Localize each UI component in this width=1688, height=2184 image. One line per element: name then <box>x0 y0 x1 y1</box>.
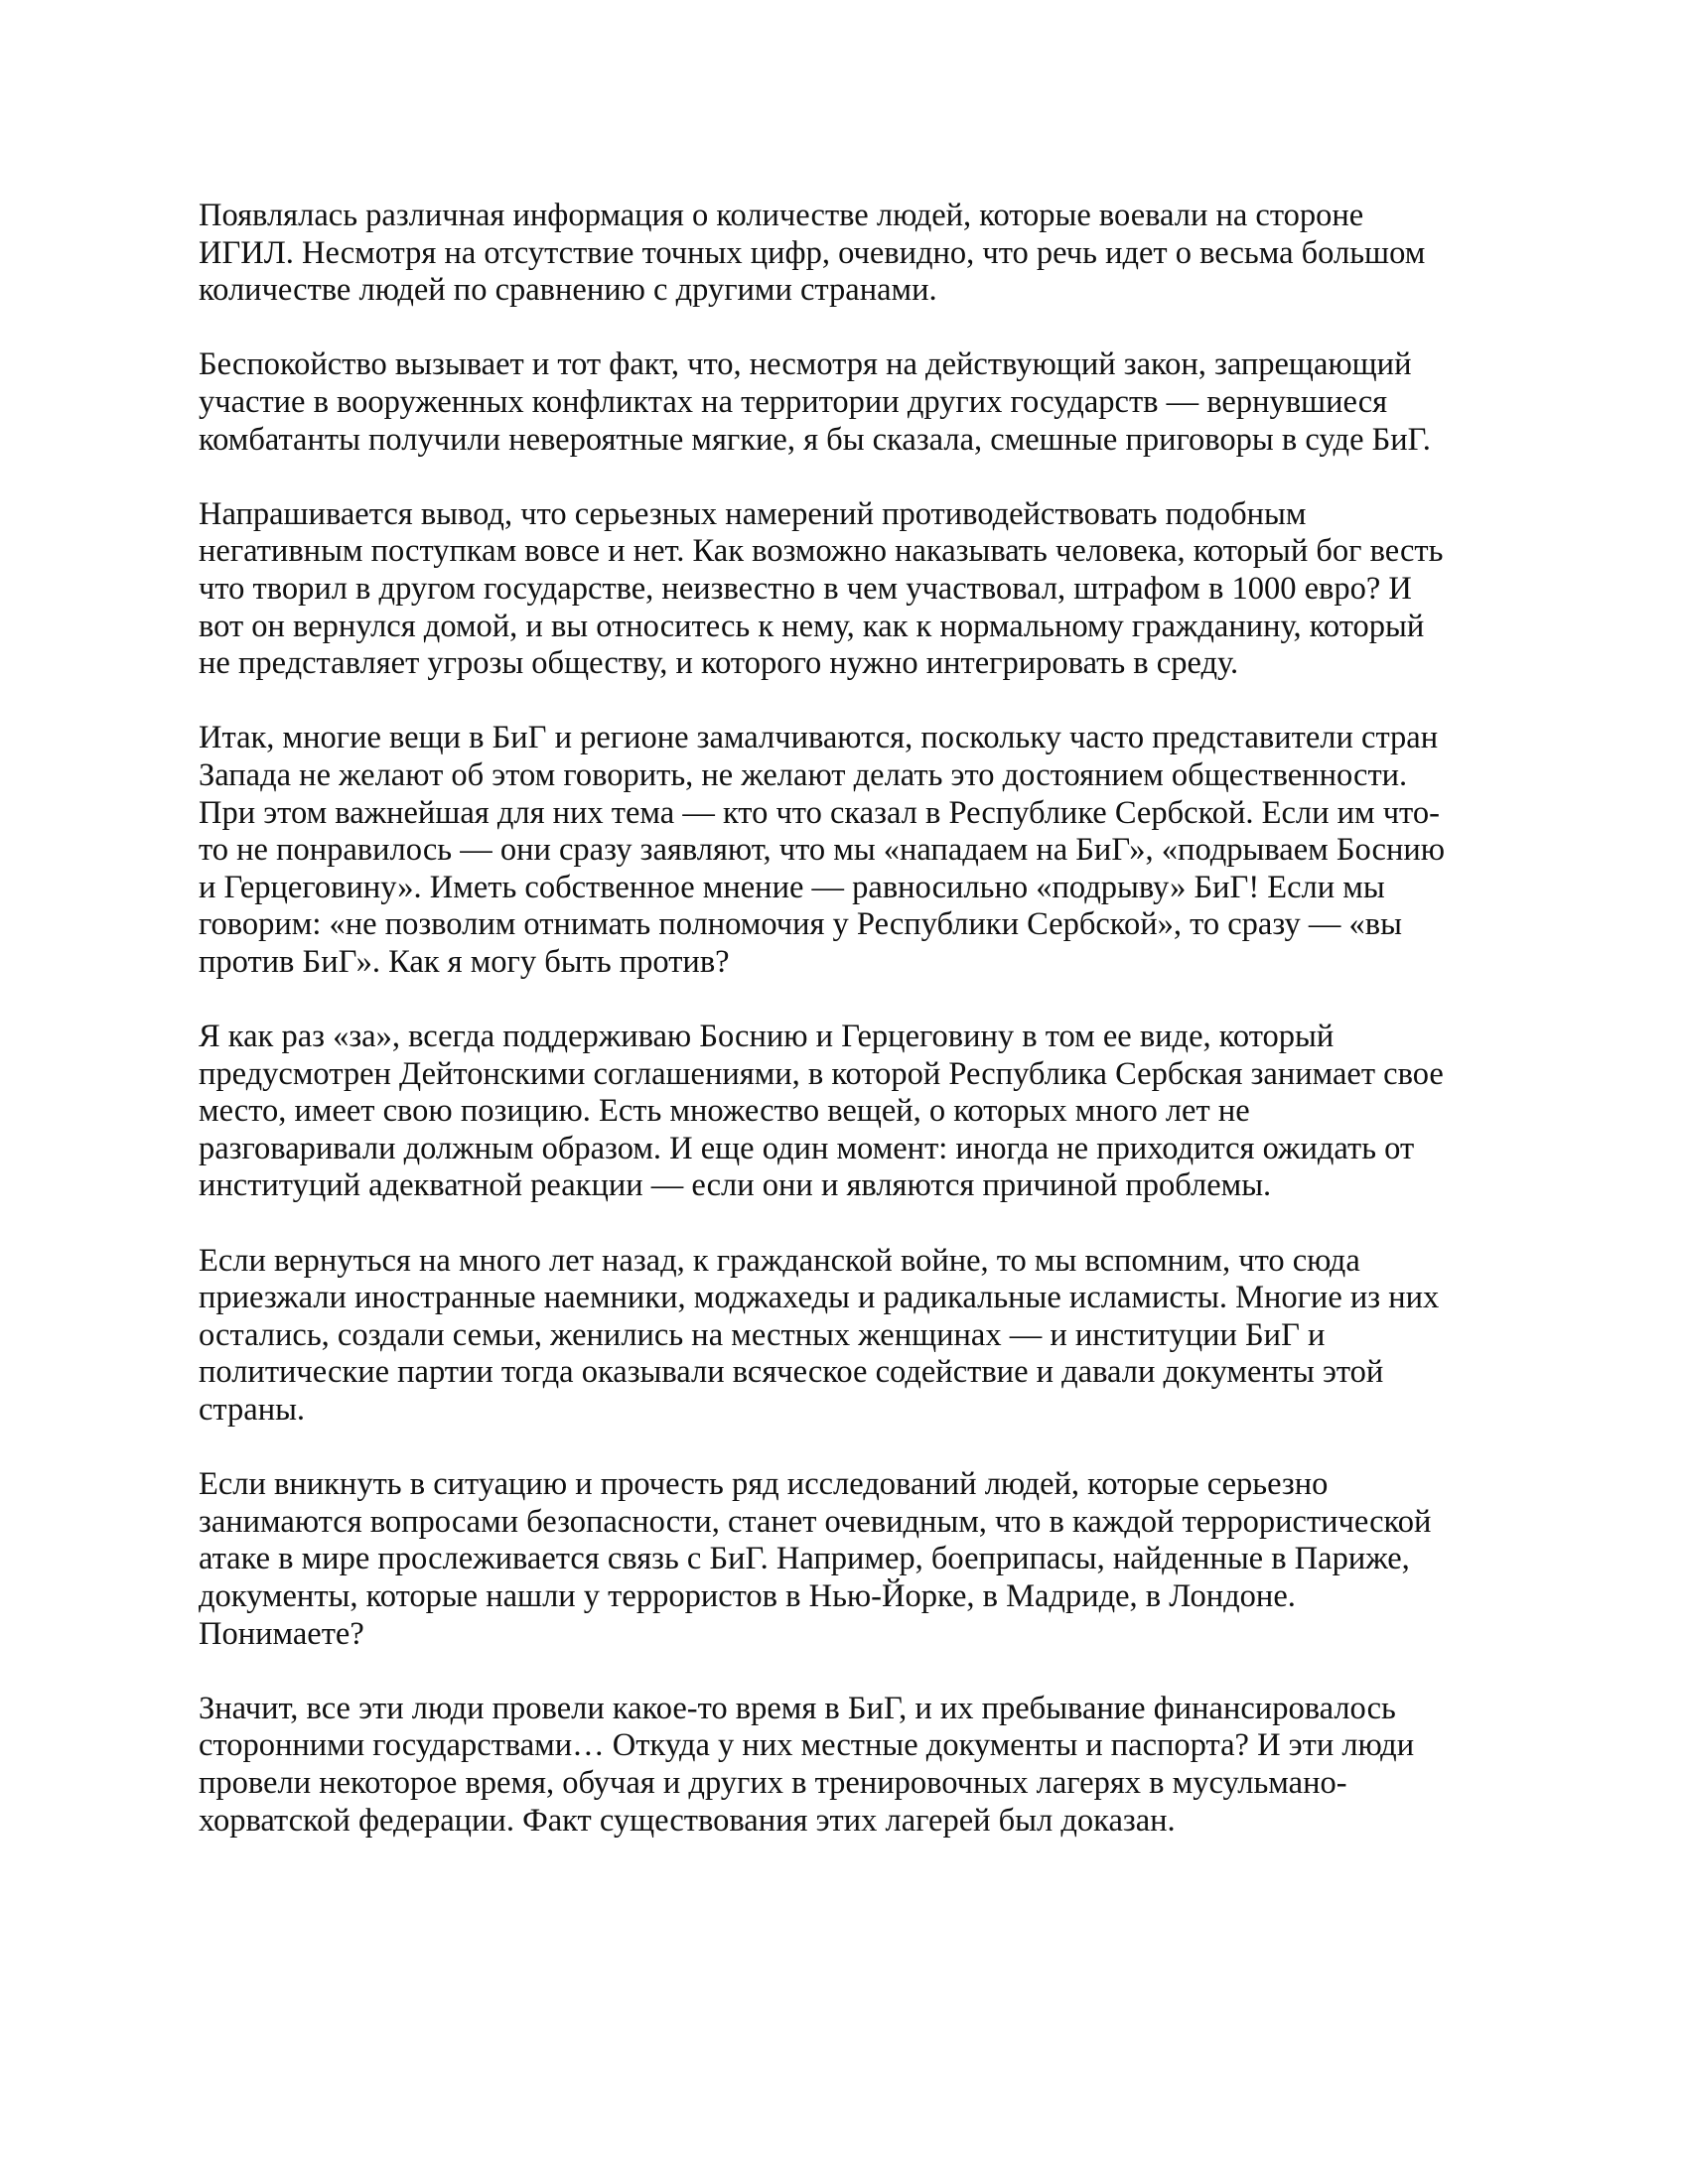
paragraph <box>199 1466 1489 1653</box>
text-line: Беспокойство вызывает и тот факт, что, несмотря на действующий закон, запрещающий <box>199 346 1412 383</box>
text-line: Я как раз «за», всегда поддерживаю Боснию и Герцеговину в том ее виде, который <box>199 1019 1335 1055</box>
text-line: негативным поступкам вовсе и нет. Как возможно наказывать человека, который бог весть <box>199 533 1444 570</box>
text-line: что творил в другом государстве, неизвестно в чем участвовал, штрафом в 1000 евро? И <box>199 570 1412 607</box>
text-line: предусмотрен Дейтонскими соглашениями, в которой Республика Сербская занимает свое <box>199 1055 1444 1092</box>
text-line: говорим: «не позволим отнимать полномочия у Республики Сербской», то сразу — «вы <box>199 906 1402 943</box>
paragraph <box>199 720 1489 981</box>
text-line: провели некоторое время, обучая и других в тренировочных лагерях в мусульмано- <box>199 1764 1347 1801</box>
text-line: Понимаете? <box>199 1615 364 1652</box>
text-line: сторонними государствами… Откуда у них местные документы и паспорта? И эти люди <box>199 1727 1415 1764</box>
text-line: участие в вооруженных конфликтах на территории других государств — вернувшиеся <box>199 383 1388 420</box>
text-line: ИГИЛ. Несмотря на отсутствие точных цифр, очевидно, что речь идет о весьма большом <box>199 234 1426 271</box>
text-line: комбатанты получили невероятные мягкие, я бы сказала, смешные приговоры в суде БиГ. <box>199 421 1431 458</box>
document-body <box>199 198 1489 1877</box>
text-line: институций адекватной реакции — если они и являются причиной проблемы. <box>199 1167 1272 1204</box>
text-line: разговаривали должным образом. И еще один момент: иногда не приходится ожидать от <box>199 1130 1415 1166</box>
text-line: Итак, многие вещи в БиГ и регионе замалчиваются, поскольку часто представители стран <box>199 720 1439 756</box>
paragraph <box>199 1691 1489 1840</box>
paragraph <box>199 346 1489 459</box>
text-line: Напрашивается вывод, что серьезных намерений противодействовать подобным <box>199 495 1307 532</box>
text-line: страны. <box>199 1392 306 1428</box>
text-line: не представляет угрозы обществу, и которого нужно интегрировать в среду. <box>199 645 1239 682</box>
paragraph <box>199 1019 1489 1205</box>
text-line: остались, создали семьи, женились на местных женщинах — и институции БиГ и <box>199 1316 1326 1353</box>
text-line: Запада не желают об этом говорить, не желают делать это достоянием общественности. <box>199 756 1408 793</box>
text-line: против БиГ». Как я могу быть против? <box>199 943 730 980</box>
text-line: Появлялась различная информация о количестве людей, которые воевали на стороне <box>199 198 1364 233</box>
text-line: Если вернуться на много лет назад, к гражданской войне, то мы вспомним, что сюда <box>199 1242 1360 1279</box>
text-line: хорватской федерации. Факт существования этих лагерей был доказан. <box>199 1802 1176 1839</box>
paragraph <box>199 1243 1489 1430</box>
text-line: количестве людей по сравнению с другими странами. <box>199 272 937 309</box>
text-line: Значит, все эти люди провели какое-то время в БиГ, и их пребывание финансировалось <box>199 1690 1396 1726</box>
paragraph <box>199 496 1489 683</box>
text-line: занимаются вопросами безопасности, станет очевидным, что в каждой террористической <box>199 1503 1432 1540</box>
text-line: документы, которые нашли у террористов в Нью-Йорке, в Мадриде, в Лондоне. <box>199 1577 1296 1614</box>
text-line: При этом важнейшая для них тема — кто что сказал в Республике Сербской. Если им что- <box>199 794 1440 831</box>
text-line: вот он вернулся домой, и вы относитесь к нему, как к нормальному гражданину, который <box>199 608 1425 644</box>
text-line: место, имеет свою позицию. Есть множество вещей, о которых много лет не <box>199 1093 1250 1130</box>
text-line: Если вникнуть в ситуацию и прочесть ряд исследований людей, которые серьезно <box>199 1466 1329 1503</box>
paragraph <box>199 198 1489 310</box>
text-line: приезжали иностранные наемники, моджахеды и радикальные исламисты. Многие из них <box>199 1280 1440 1316</box>
text-line: то не понравилось — они сразу заявляют, что мы «нападаем на БиГ», «подрываем Боснию <box>199 832 1446 869</box>
text-line: политические партии тогда оказывали всяческое содействие и давали документы этой <box>199 1354 1384 1391</box>
text-line: и Герцеговину». Иметь собственное мнение — равносильно «подрыву» БиГ! Если мы <box>199 869 1385 905</box>
text-line: атаке в мире прослеживается связь с БиГ. Например, боеприпасы, найденные в Париже, <box>199 1541 1410 1577</box>
